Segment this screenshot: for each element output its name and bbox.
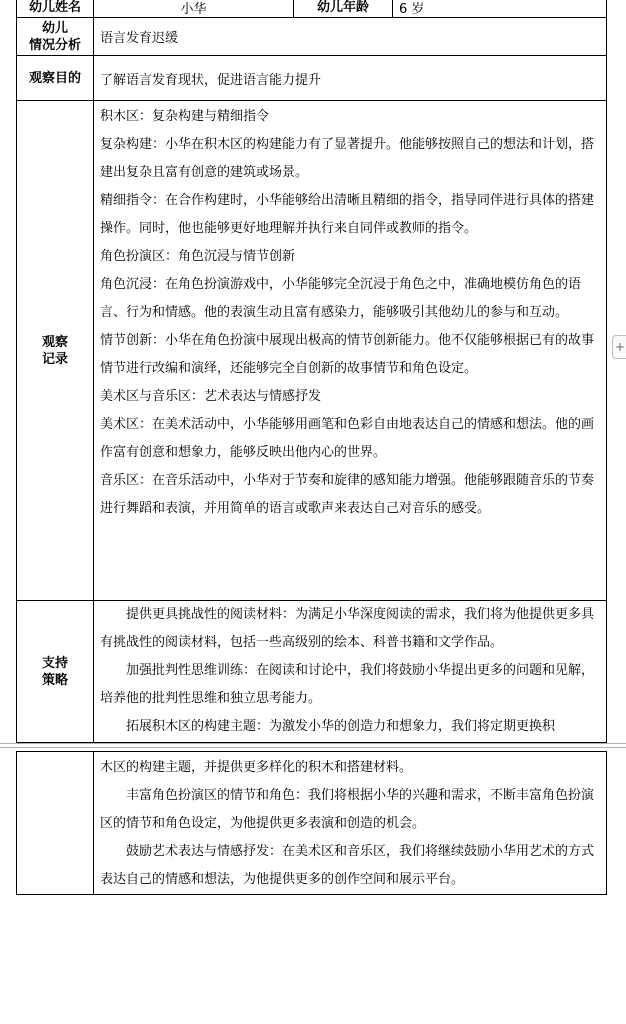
strategy-paragraph: 拓展积木区的构建主题：为激发小华的创造力和想象力，我们将定期更换积 — [126, 719, 556, 734]
record-row — [17, 101, 607, 601]
strategy-continuation-label-cell — [17, 752, 94, 895]
name-age-row — [17, 0, 607, 18]
record-paragraph: 情节创新：小华在角色扮演中展现出极高的情节创新能力。他不仅能够根据已有的故事情节进行改编和演绎，还能够完全自创新的故事情节和角色设定。 — [100, 333, 595, 376]
purpose-row — [17, 56, 607, 101]
child-name-value: 小华 — [94, 0, 294, 18]
page-break-separator — [0, 743, 626, 748]
record-paragraph: 积木区：复杂构建与精细指令 — [100, 109, 270, 124]
strategy-continuation-table — [16, 751, 607, 895]
analysis-value: 语言发育迟缓 — [94, 18, 607, 56]
record-label: 观察 记录 — [17, 101, 94, 601]
purpose-label: 观察目的 — [17, 56, 94, 101]
strategy-continuation-content — [94, 752, 607, 895]
record-paragraph: 音乐区：在音乐活动中，小华对于节奏和旋律的感知能力增强。他能够跟随音乐的节奏进行舞蹈和表演，并用简单的语言或歌声来表达自己对音乐的感受。 — [100, 473, 595, 516]
analysis-label: 幼儿 情况分析 — [17, 18, 94, 56]
record-paragraph: 美术区：在美术活动中，小华能够用画笔和色彩自由地表达自己的情感和想法。他的画作富有创意和想象力，能够反映出他内心的世界。 — [100, 417, 595, 460]
record-paragraph: 角色扮演区：角色沉浸与情节创新 — [100, 249, 296, 264]
strategy-continuation-row — [17, 752, 607, 895]
strategy-paragraph: 木区的构建主题，并提供更多样化的积木和搭建材料。 — [100, 760, 413, 775]
record-paragraph: 角色沉浸：在角色扮演游戏中，小华能够完全沉浸于角色之中，准确地模仿角色的语言、行为和情感。他的表演生动且富有感染力，能够吸引其他幼儿的参与和互动。 — [100, 277, 582, 320]
strategy-paragraph: 加强批判性思维训练：在阅读和讨论中，我们将鼓励小华提出更多的问题和见解，培养他的批判性思维和独立思考能力。 — [100, 663, 595, 706]
analysis-row — [17, 18, 607, 56]
purpose-value: 了解语言发育现状，促进语言能力提升 — [94, 56, 607, 101]
strategy-paragraph: 提供更具挑战性的阅读材料：为满足小华深度阅读的需求，我们将为他提供更多具有挑战性的阅读材料，包括一些高级别的绘本、科普书籍和文学作品。 — [100, 607, 595, 650]
child-age-label: 幼儿年龄 — [294, 0, 393, 18]
child-age-value: 6 岁 — [393, 0, 607, 18]
strategy-row — [17, 601, 607, 743]
strategy-paragraph: 丰富角色扮演区的情节和角色：我们将根据小华的兴趣和需求，不断丰富角色扮演区的情节和角色设定，为他提供更多表演和创造的机会。 — [100, 788, 595, 831]
strategy-paragraph: 鼓励艺术表达与情感抒发：在美术区和音乐区，我们将继续鼓励小华用艺术的方式表达自己的情感和想法，为他提供更多的创作空间和展示平台。 — [100, 844, 595, 887]
record-paragraph: 复杂构建：小华在积木区的构建能力有了显著提升。他能够按照自己的想法和计划，搭建出复杂且富有创意的建筑或场景。 — [100, 137, 595, 180]
strategy-content — [94, 601, 607, 743]
strategy-label: 支持 策略 — [17, 601, 94, 743]
record-paragraph: 美术区与音乐区：艺术表达与情感抒发 — [100, 389, 322, 404]
record-content — [94, 101, 607, 601]
expand-button[interactable]: + — [612, 335, 626, 359]
observation-table — [16, 0, 607, 743]
record-paragraph: 精细指令：在合作构建时，小华能够给出清晰且精细的指令，指导同伴进行具体的搭建操作。同时，他也能够更好地理解并执行来自同伴或教师的指令。 — [100, 193, 595, 236]
child-name-label: 幼儿姓名 — [17, 0, 94, 18]
